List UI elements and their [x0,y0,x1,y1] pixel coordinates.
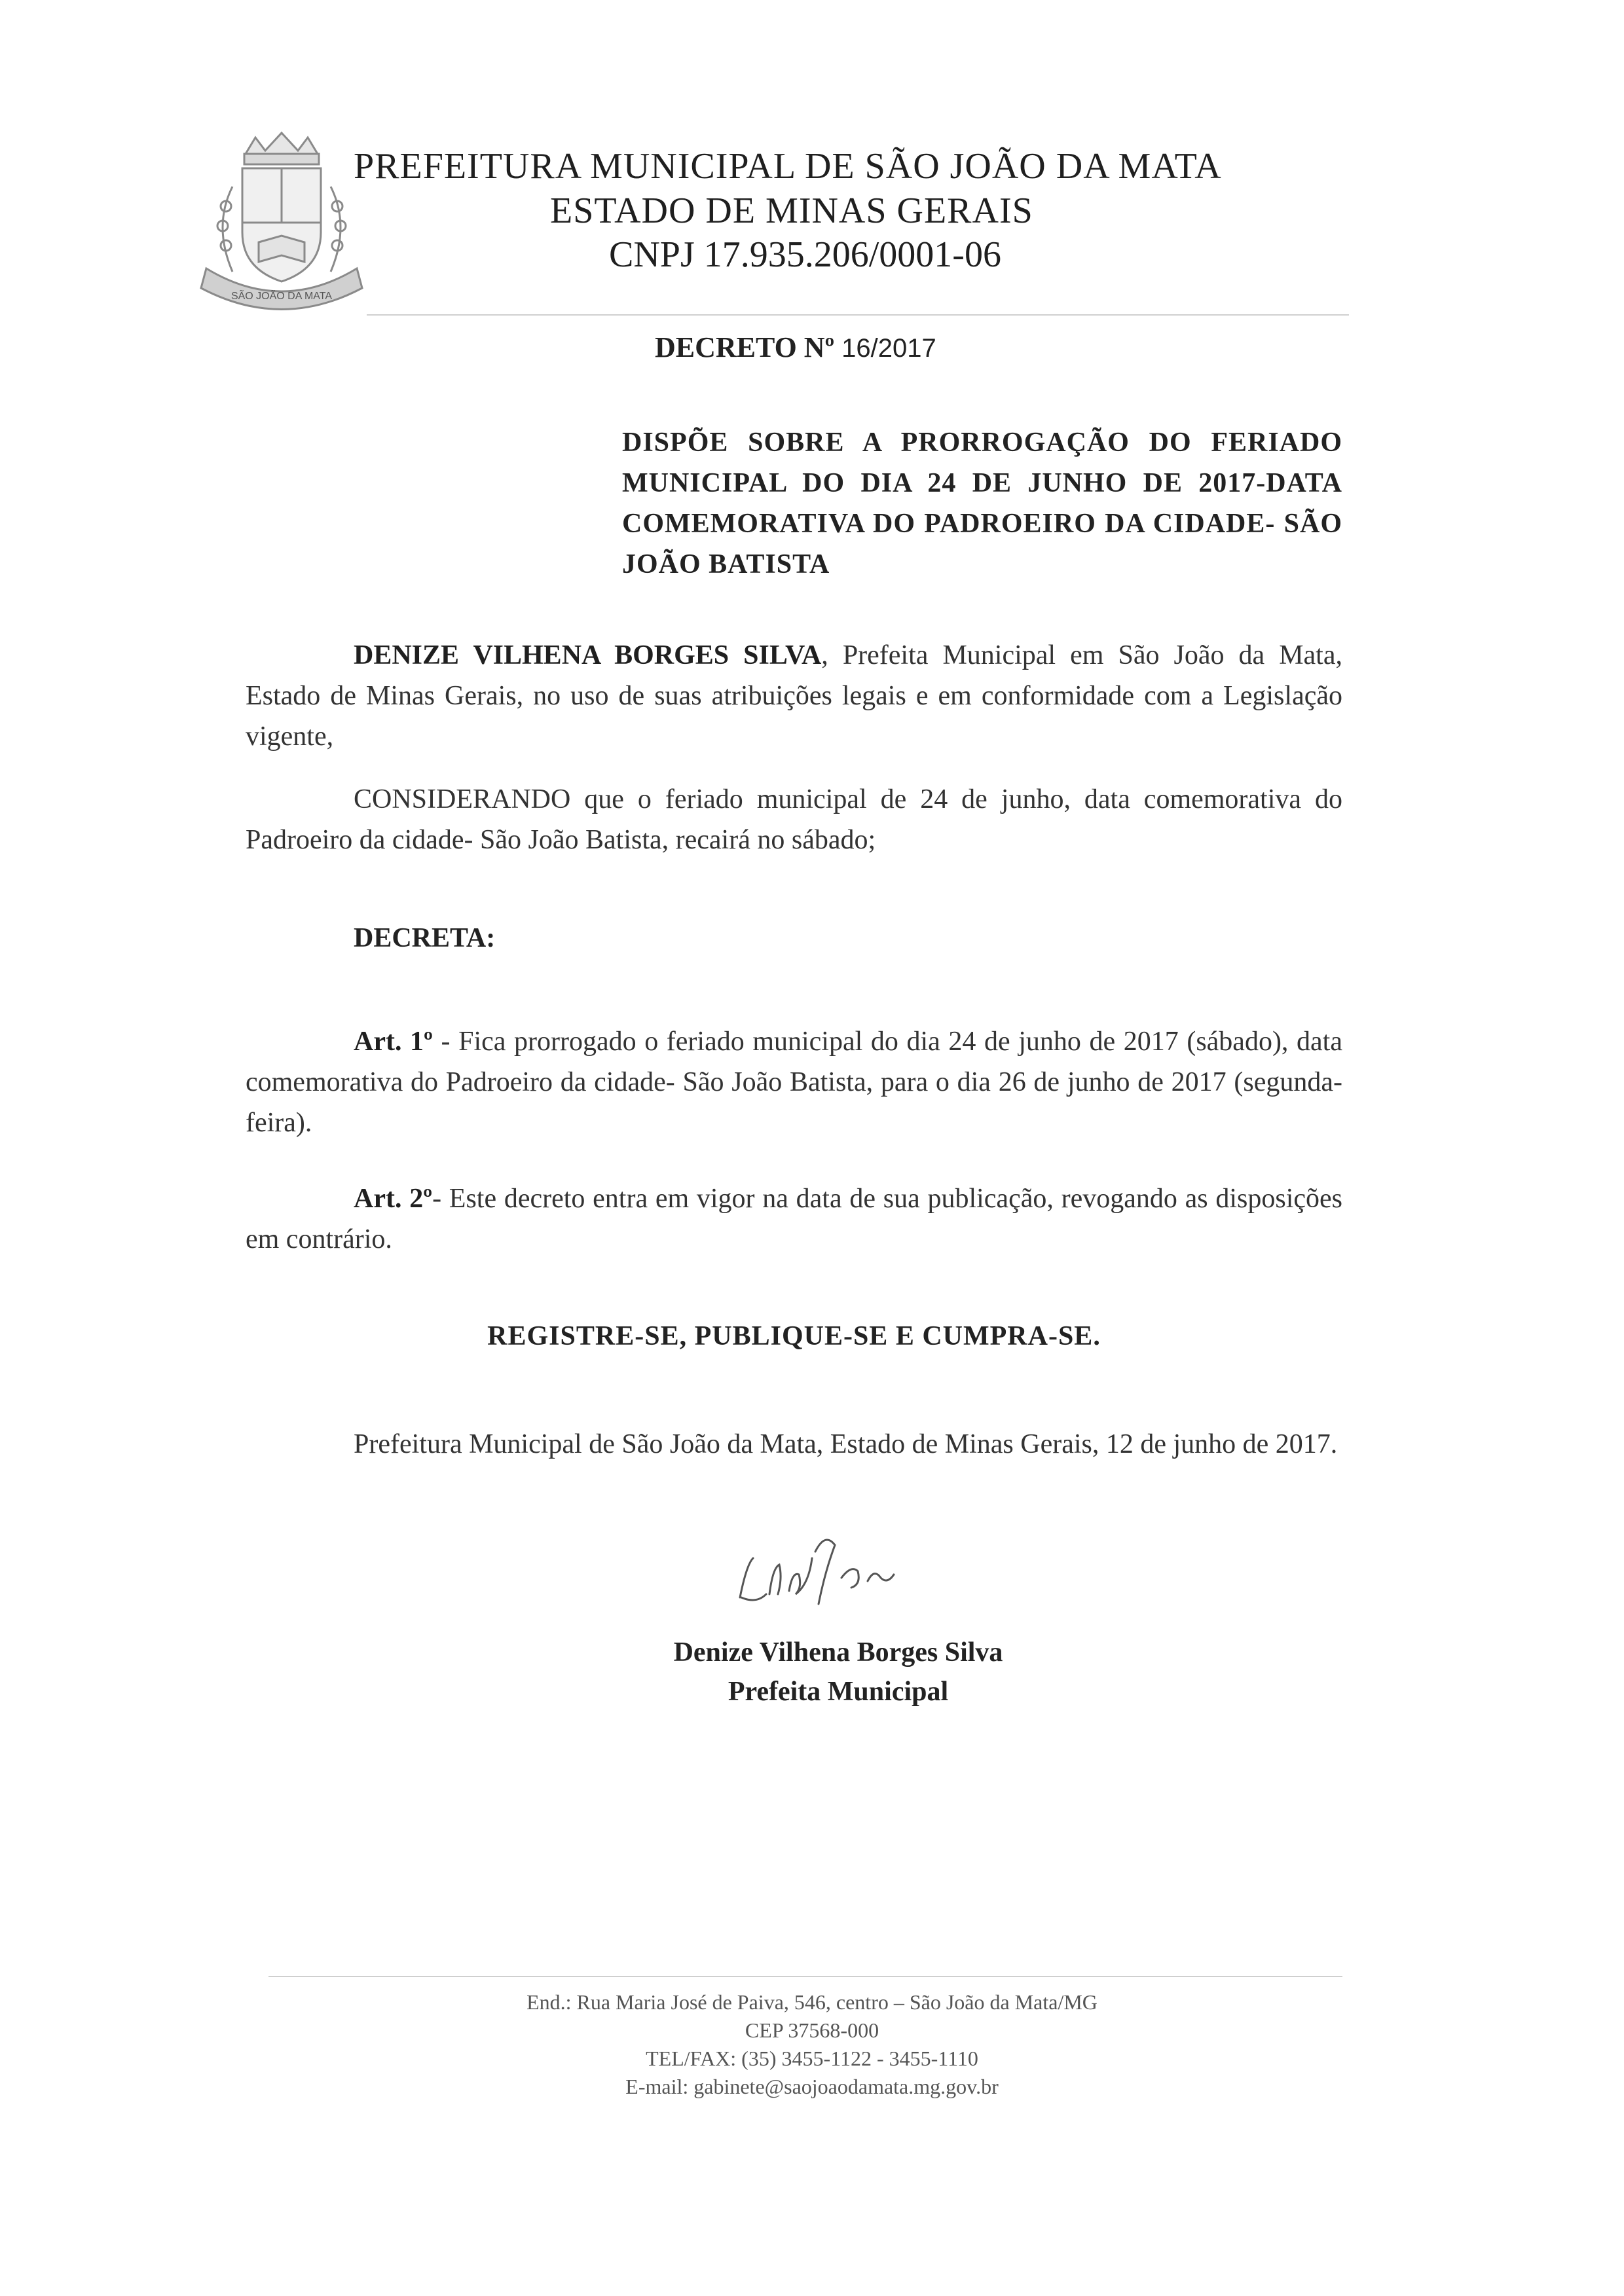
article-2-label: Art. 2º [354,1184,433,1214]
article-1-text: - Fica prorrogado o feriado municipal do dia 24 de junho de 2017 (sábado), data comemorativa do Padroeiro da cidade- São João Batista, para o dia 26 de junho de 2017 (segunda-feira). [246,1027,1342,1138]
footer-phone: TEL/FAX: (35) 3455-1122 - 3455-1110 [646,2047,978,2070]
intro-paragraph [246,635,1342,757]
considerando-paragraph: CONSIDERANDO que o feriado municipal de 24 de junho, data comemorativa do Padroeiro da cidade- São João Batista, recairá no sábado; [246,784,1342,855]
header-cnpj: CNPJ 17.935.206/0001-06 [609,234,1001,275]
footer-email: E-mail: gabinete@saojoaodamata.mg.gov.br [625,2075,999,2098]
signatory-name: Denize Vilhena Borges Silva [673,1637,1003,1667]
crest-ribbon-text: SÃO JOÃO DA MATA [231,291,333,302]
article-2-text: - Este decreto entra em vigor na data de sua publicação, revogando as disposições em contrário. [246,1184,1342,1254]
header-state: ESTADO DE MINAS GERAIS [550,191,1033,231]
article-1-label: Art. 1º [354,1027,433,1057]
signatory-role: Prefeita Municipal [728,1677,949,1707]
footer-divider [268,1976,1342,1977]
header-divider [367,314,1349,316]
footer-address: End.: Rua Maria José de Paiva, 546, centro – São João da Mata/MG [526,1990,1098,2014]
article-2 [246,1178,1342,1260]
decreta-heading: DECRETA: [354,923,496,953]
header-municipality: PREFEITURA MUNICIPAL DE SÃO JOÃO DA MATA [354,146,1222,187]
intro-text: , Prefeita Municipal em São João da Mata, Estado de Minas Gerais, no uso de suas atribuições legais e em conformidade com a Legislação vigente, [246,640,1342,752]
decree-title [655,331,936,364]
coat-of-arms-icon [187,128,377,318]
handwritten-signature [727,1506,950,1630]
mayor-name: DENIZE VILHENA BORGES SILVA [354,640,822,670]
decree-ementa: DISPÕE SOBRE A PRORROGAÇÃO DO FERIADO MUNICIPAL DO DIA 24 DE JUNHO DE 2017-DATA COMEMORATIVA DO PADROEIRO DA CIDADE- SÃO JOÃO BATISTA [622,428,1342,579]
decree-title-prefix: DECRETO Nº [655,331,842,363]
footer-cep: CEP 37568-000 [745,2018,879,2042]
decree-number: 16/2017 [841,334,936,363]
article-1 [246,1021,1342,1143]
place-and-date: Prefeitura Municipal de São João da Mata, Estado de Minas Gerais, 12 de junho de 2017. [354,1429,1338,1459]
registre-statement: REGISTRE-SE, PUBLIQUE-SE E CUMPRA-SE. [487,1321,1101,1351]
